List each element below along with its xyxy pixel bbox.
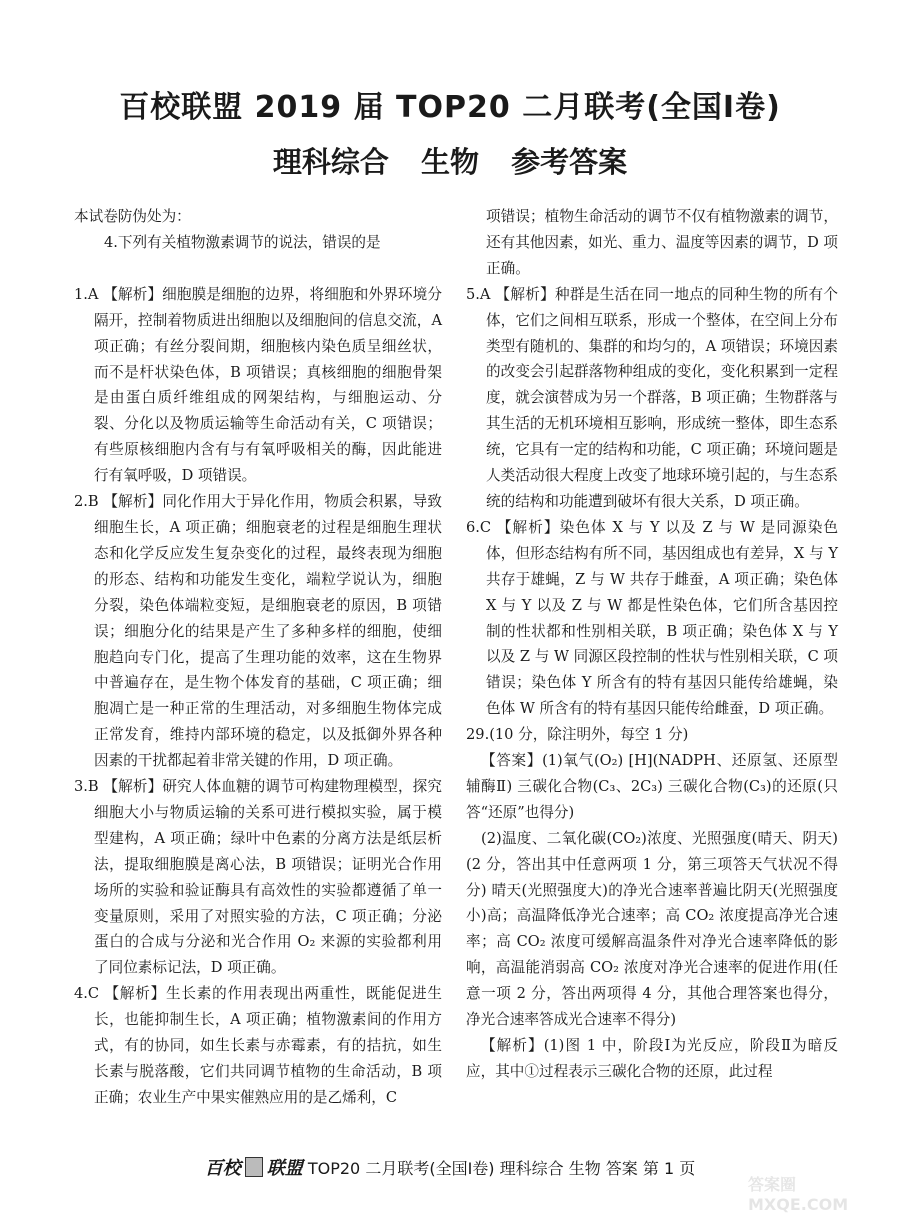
question-29-heading: 29.(10 分，除注明外，每空 1 分) — [466, 726, 689, 744]
footer-text: TOP20 二月联考(全国Ⅰ卷) 理科综合 生物 答案 第 1 页 — [307, 1159, 696, 1178]
question-4-stem: 4.下列有关植物激素调节的说法，错误的是 — [104, 233, 381, 251]
question-29-analysis: 【解析】(1)图 1 中，阶段Ⅰ为光反应，阶段Ⅱ为暗反应，其中①过程表示三碳化合物的还原，此过程 — [466, 1037, 838, 1080]
page-title: 百校联盟 2019 届 TOP20 二月联考(全国Ⅰ卷) — [119, 90, 781, 125]
answer-3: 3.B 【解析】研究人体血糖的调节可构建物理模型，探究细胞大小与物质运输的关系可进行模拟实验，属于模型建构，A 项正确；绿叶中色素的分离方法是纸层析法，提取细胞膜是离心法，B 项错误；证明光合作用场所的实验和验证酶具有高效性的实验都遵循了单一变量原则，采用了对照实验的方法，C 项正确；分泌蛋白的合成与分泌和光合作用 O₂ 来源的实验都利用了同位素标记法，D 项正确。 — [74, 778, 442, 977]
answer-4-continued: 项错误；植物生命活动的调节不仅有植物激素的调节，还有其他因素，如光、重力、温度等因素的调节，D 项正确。 — [486, 208, 838, 277]
footer-seal-icon — [245, 1157, 263, 1177]
footer-logo-right: 联盟 — [266, 1158, 303, 1179]
answer-6: 6.C 【解析】染色体 X 与 Y 以及 Z 与 W 是同源染色体，但形态结构有所不同，基因组成也有差异，X 与 Y 共存于雄蝇，Z 与 W 共存于雌蚕，A 项正确；染色体 X 与 Y 以及 Z 与 W 都是性染色体，它们所含基因控制的性状都和性别相关联，B 项正确；染色体 X 与 Y 以及 Z 与 W 同源区段控制的性状与性别相关联，C 项错误；染色体 Y 所含有的特有基因只能传给雄蝇，染色体 W 所含有的特有基因只能传给雌蚕，D 项正确。 — [466, 518, 838, 718]
footer-logo-left: 百校 — [204, 1158, 241, 1179]
answer-2: 2.B 【解析】同化作用大于异化作用，物质会积累，导致细胞生长，A 项正确；细胞衰老的过程是细胞生理状态和化学反应发生复杂变化的过程，最终表现为细胞的形态、结构和功能发生变化，端粒学说认为，细胞分裂，染色体端粒变短，是细胞衰老的原因，B 项错误；细胞分化的结果是产生了多种多样的细胞，使细胞趋向专门化，提高了生理功能的效率，这在生物界中普遍存在，是生物个体发育的基础，C 项正确；细胞凋亡是一种正常的生理活动，对多细胞生物体完成正常发育，维持内部环境的稳定，以及抵御外界各种因素的干扰都起着非常关键的作用，D 项正确。 — [74, 493, 442, 770]
question-29-answer-part2: (2)温度、二氧化碳(CO₂)浓度、光照强度(晴天、阴天)(2 分，答出其中任意两项 1 分，第三项答天气状况不得分) 晴天(光照强度大)的净光合速率普遍比阴天(光照强度小)高；高温降低净光合速率；高 CO₂ 浓度提高净光合速率；高 CO₂ 浓度可缓解高温条件对净光合速率降低的影响，高温能消弱高 CO₂ 浓度对净光合速率的促进作用(任意一项 2 分，答出两项得 4 分，其他合理答案也得分，净光合速率答成光合速率不得分) — [466, 829, 838, 1029]
left-column — [74, 204, 442, 1111]
page-subtitle: 理科综合 生物 参考答案 — [272, 145, 628, 179]
question-29-answer-part1: 【答案】(1)氧气(O₂) [H](NADPH、还原氢、还原型辅酶Ⅱ) 三碳化合物(C₃、2C₃) 三碳化合物(C₃)的还原(只答“还原”也得分) — [466, 752, 838, 821]
corner-watermark: 答案圈 MXQE.COM — [748, 1175, 849, 1214]
answer-5: 5.A 【解析】种群是生活在同一地点的同种生物的所有个体，它们之间相互联系，形成一个整体，在空间上分布类型有随机的、集群的和均匀的，A 项错误；环境因素的改变会引起群落物种组成的变化，变化积累到一定程度，就会演替成为另一个群落，B 项正确；生物群落与其生活的无机环境相互影响，形成统一整体，即生态系统，它具有一定的结构和功能，C 项正确；环境问题是人类活动很大程度上改变了地球环境引起的，与生态系统的结构和功能遭到破坏有很大关系，D 项正确。 — [466, 285, 838, 510]
answer-1: 1.A 【解析】细胞膜是细胞的边界，将细胞和外界环境分隔开，控制着物质进出细胞以及细胞间的信息交流，A 项正确；有丝分裂间期，细胞核内染色质呈细丝状，而不是杆状染色体，B 项错误；真核细胞的细胞骨架是由蛋白质纤维组成的网架结构，与细胞运动、分裂、分化以及物质运输等生命活动有关，C 项错误；有些原核细胞内含有与有氧呼吸相关的酶，因此能进行有氧呼吸，D 项错误。 — [74, 285, 442, 485]
right-column — [466, 204, 838, 1085]
answer-4: 4.C 【解析】生长素的作用表现出两重性，既能促进生长，也能抑制生长，A 项正确；植物激素间的作用方式，有的协同，如生长素与赤霉素，有的拮抗，如生长素与脱落酸，它们共同调节植物的生命活动，B 项正确；农业生产中果实催熟应用的是乙烯利，C — [74, 985, 442, 1106]
anti-counterfeit-notice: 本试卷防伪处为： — [74, 208, 191, 225]
